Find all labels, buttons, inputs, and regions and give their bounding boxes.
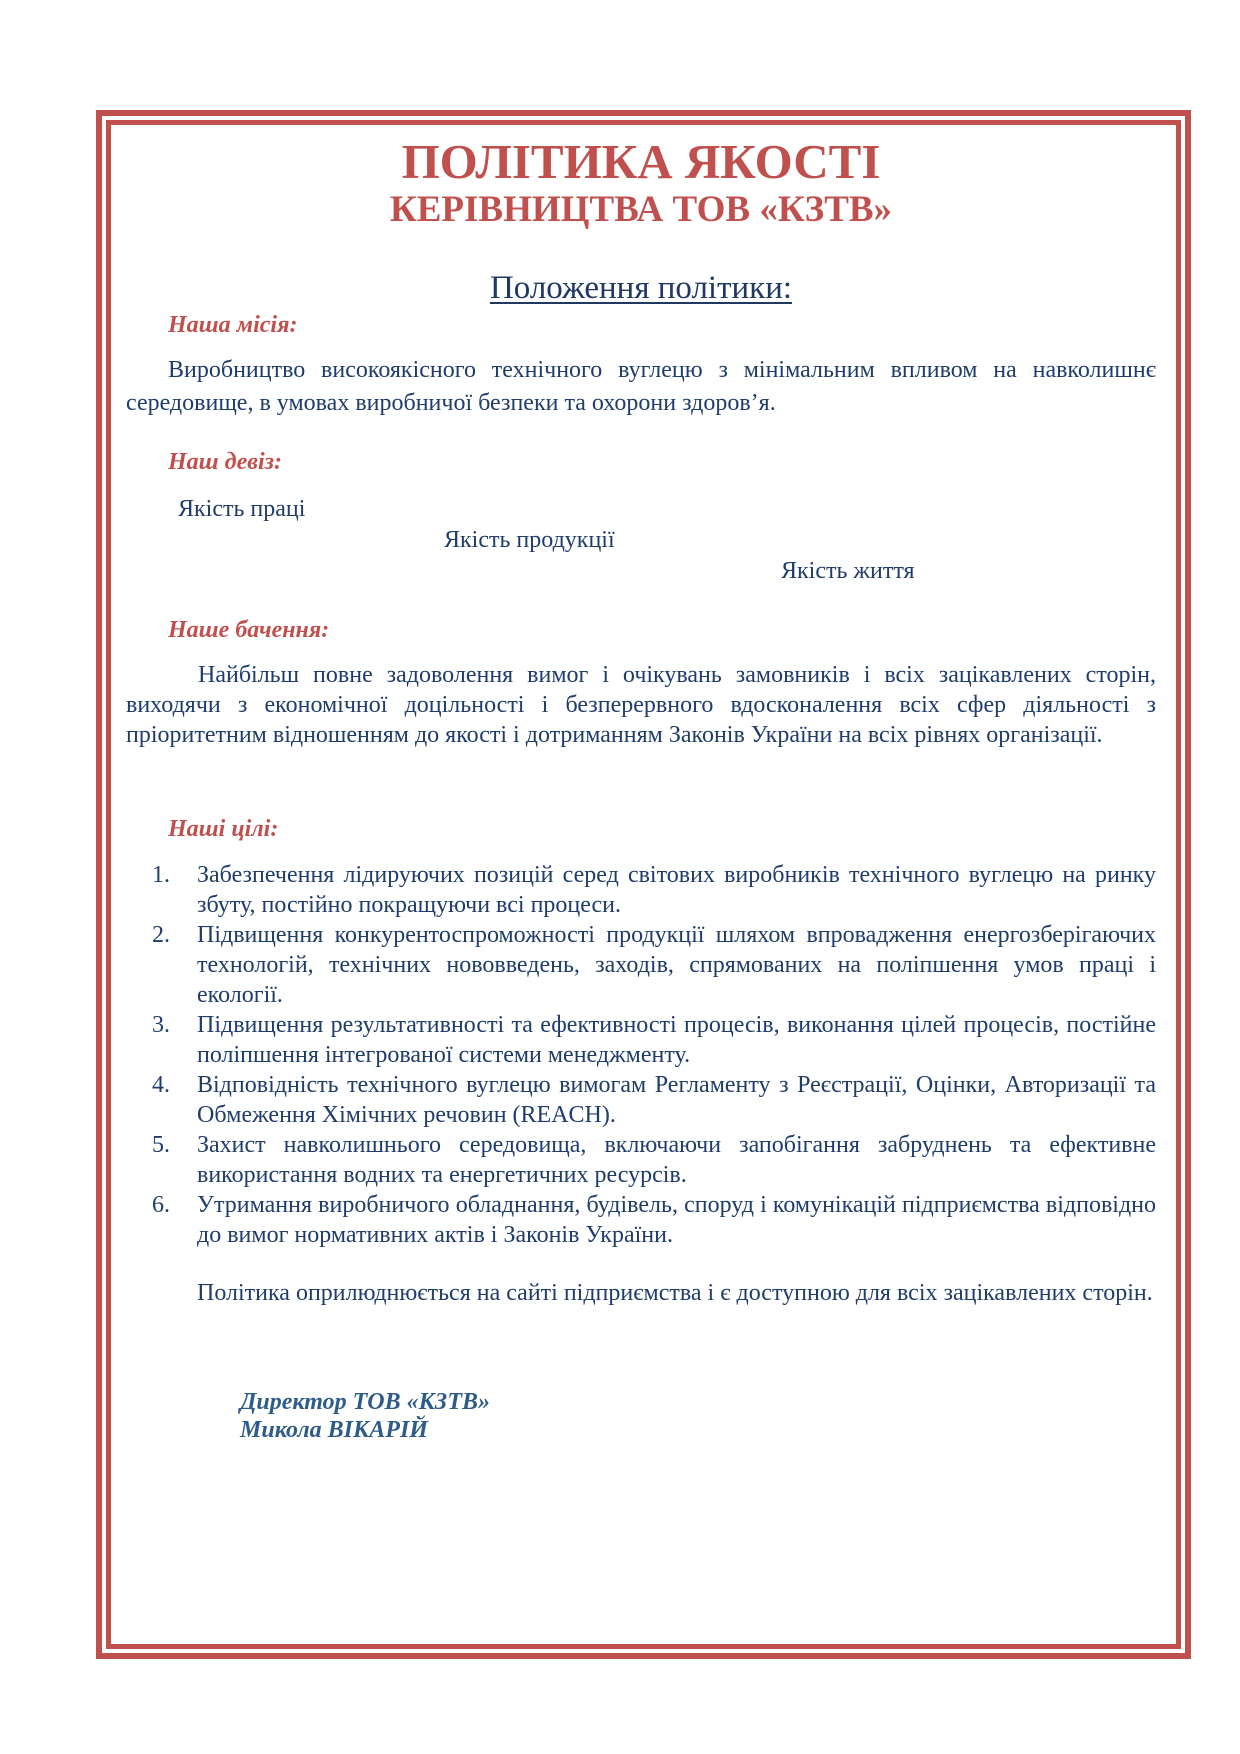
goal-item-2	[126, 920, 1156, 1010]
vision-text: Найбільш повне задоволення вимог і очікувань замовників і всіх зацікавлених сторін, виходячи з економічної доцільності і безперервного вдосконалення всіх сфер діяльності з пріоритетним відношенням до якості і дотриманням Законів України на всіх рівнях організації.	[126, 662, 1156, 748]
mission-text: Виробництво високоякісного технічного вуглецю з мінімальним впливом на навколишнє середовище, в умовах виробничої безпеки та охорони здоров’я.	[126, 357, 1156, 416]
goal-number: 6.	[152, 1192, 170, 1218]
motto-item-3: Якість життя	[781, 558, 915, 584]
goal-number: 3.	[152, 1012, 170, 1038]
goal-item-5	[126, 1130, 1156, 1190]
goal-item-3	[126, 1010, 1156, 1070]
goal-text: Забезпечення лідируючих позицій серед світових виробників технічного вуглецю на ринку збуту, постійно покращуючи всі процеси.	[197, 862, 1156, 918]
goals-heading: Наші цілі:	[168, 816, 279, 842]
goal-text: Підвищення конкурентоспроможності продукції шляхом впровадження енергозберігаючих технологій, технічних нововведень, заходів, спрямованих на поліпшення умов праці і екології.	[197, 922, 1156, 1008]
mission-heading: Наша місія:	[168, 312, 298, 338]
vision-heading: Наше бачення:	[168, 617, 330, 643]
policy-provisions-heading	[126, 268, 1156, 308]
goals-list	[126, 860, 1156, 1250]
goal-text: Захист навколишнього середовища, включаючи запобігання забруднень та ефективне використання водних та енергетичних ресурсів.	[197, 1132, 1156, 1188]
goal-number: 1.	[152, 862, 170, 888]
signature-position: Директор ТОВ «КЗТВ»	[240, 1389, 491, 1415]
goal-item-6	[126, 1190, 1156, 1250]
goal-number: 4.	[152, 1072, 170, 1098]
policy-provisions-heading-text: Положення політики:	[489, 270, 793, 306]
goal-item-4	[126, 1070, 1156, 1130]
goal-text: Підвищення результативності та ефективності процесів, виконання цілей процесів, постійне поліпшення інтегрованої системи менеджменту.	[197, 1012, 1156, 1068]
goal-number: 2.	[152, 922, 170, 948]
motto-item-2: Якість продукції	[444, 527, 615, 553]
goal-text: Відповідність технічного вуглецю вимогам Регламенту з Реєстрації, Оцінки, Авторизації та Обмеження Хімічних речовин (REACH).	[197, 1072, 1156, 1128]
document-title-subline: КЕРІВНИЦТВА ТОВ «КЗТВ»	[389, 189, 893, 230]
goal-item-1	[126, 860, 1156, 920]
goal-text: Утримання виробничого обладнання, будівель, споруд і комунікацій підприємства відповідно до вимог нормативних актів і Законів України.	[197, 1192, 1156, 1248]
document-title: ПОЛІТИКА ЯКОСТІ	[401, 134, 881, 189]
motto-item-1: Якість праці	[178, 496, 306, 522]
signature-name: Микола ВІКАРІЙ	[240, 1417, 428, 1443]
motto-heading: Наш девіз:	[168, 449, 282, 475]
closing-statement: Політика оприлюднюється на сайті підприємства і є доступною для всіх зацікавлених сторін.	[197, 1280, 1153, 1306]
goal-number: 5.	[152, 1132, 170, 1158]
